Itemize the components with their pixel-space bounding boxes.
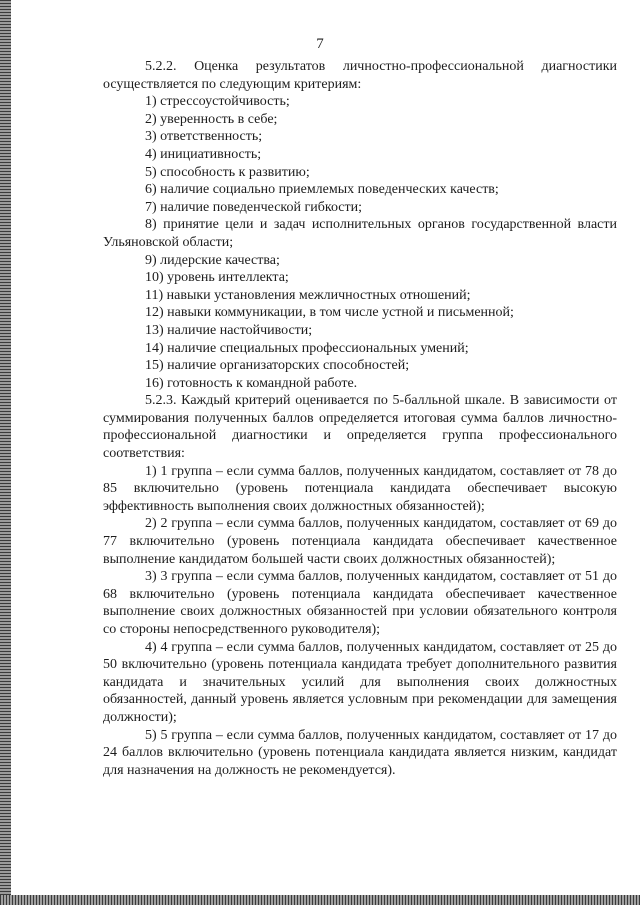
group-item: 4) 4 группа – если сумма баллов, полученных кандидатом, составляет от 25 до 50 включительно (уровень потенциала кандидата требует дополнительного развития кандидата и значительных усилий для выполнения своих должностных обязанностей, данный уровень является условным при рекомендации для замещения должности); xyxy=(103,639,617,725)
criterion-item: 10) уровень интеллекта; xyxy=(145,270,289,286)
page-number: 7 xyxy=(316,36,324,52)
criterion-item: 4) инициативность; xyxy=(145,146,262,162)
group-item: 1) 1 группа – если сумма баллов, полученных кандидатом, составляет от 78 до 85 включительно (уровень потенциала кандидата обеспечивает высокую эффективность выполнения своих должностных обязанностей); xyxy=(103,463,617,514)
criterion-item: 13) наличие настойчивости; xyxy=(145,322,313,338)
scan-edge-bottom xyxy=(0,895,640,905)
criterion-item: 8) принятие цели и задач исполнительных органов государственной власти Ульяновской области; xyxy=(103,217,617,250)
section-5-2-2-intro: 5.2.2. Оценка результатов личностно-профессиональной диагностики осуществляется по следующим критериям: xyxy=(103,59,617,92)
criterion-item: 6) наличие социально приемлемых поведенческих качеств; xyxy=(145,182,499,198)
group-item: 5) 5 группа – если сумма баллов, полученных кандидатом, составляет от 17 до 24 баллов включительно (уровень потенциала кандидата является низким, кандидат для назначения на должность не рекомендуется). xyxy=(103,727,617,778)
criterion-item: 7) наличие поведенческой гибкости; xyxy=(145,199,363,215)
criterion-item: 12) навыки коммуникации, в том числе устной и письменной; xyxy=(145,305,514,321)
criterion-item: 3) ответственность; xyxy=(145,129,263,145)
criterion-item: 14) наличие специальных профессиональных умений; xyxy=(145,340,469,356)
group-item: 3) 3 группа – если сумма баллов, полученных кандидатом, составляет от 51 до 68 включительно (уровень потенциала кандидата обеспечивает качественное выполнение своих должностных обязанностей при условии обязательного контроля со стороны непосредственного руководителя); xyxy=(103,569,617,637)
document-body xyxy=(103,58,617,779)
section-5-2-3-intro: 5.2.3. Каждый критерий оценивается по 5-балльной шкале. В зависимости от суммирования полученных баллов определяется итоговая сумма баллов личностно-профессиональной диагностики и определяется группа профессионального соответствия: xyxy=(103,393,617,462)
criterion-item: 16) готовность к командной работе. xyxy=(145,375,358,391)
criterion-item: 5) способность к развитию; xyxy=(145,164,310,180)
criterion-item: 15) наличие организаторских способностей; xyxy=(145,358,410,374)
scan-edge-left xyxy=(0,0,11,905)
criterion-item: 1) стрессоустойчивость; xyxy=(145,94,290,110)
criterion-item: 11) навыки установления межличностных отношений; xyxy=(145,287,471,303)
group-item: 2) 2 группа – если сумма баллов, полученных кандидатом, составляет от 69 до 77 включительно (уровень потенциала кандидата обеспечивает качественное выполнение кандидатом большей части своих должностных обязанностей); xyxy=(103,516,617,567)
criterion-item: 2) уверенность в себе; xyxy=(145,111,278,127)
criterion-item: 9) лидерские качества; xyxy=(145,252,280,268)
